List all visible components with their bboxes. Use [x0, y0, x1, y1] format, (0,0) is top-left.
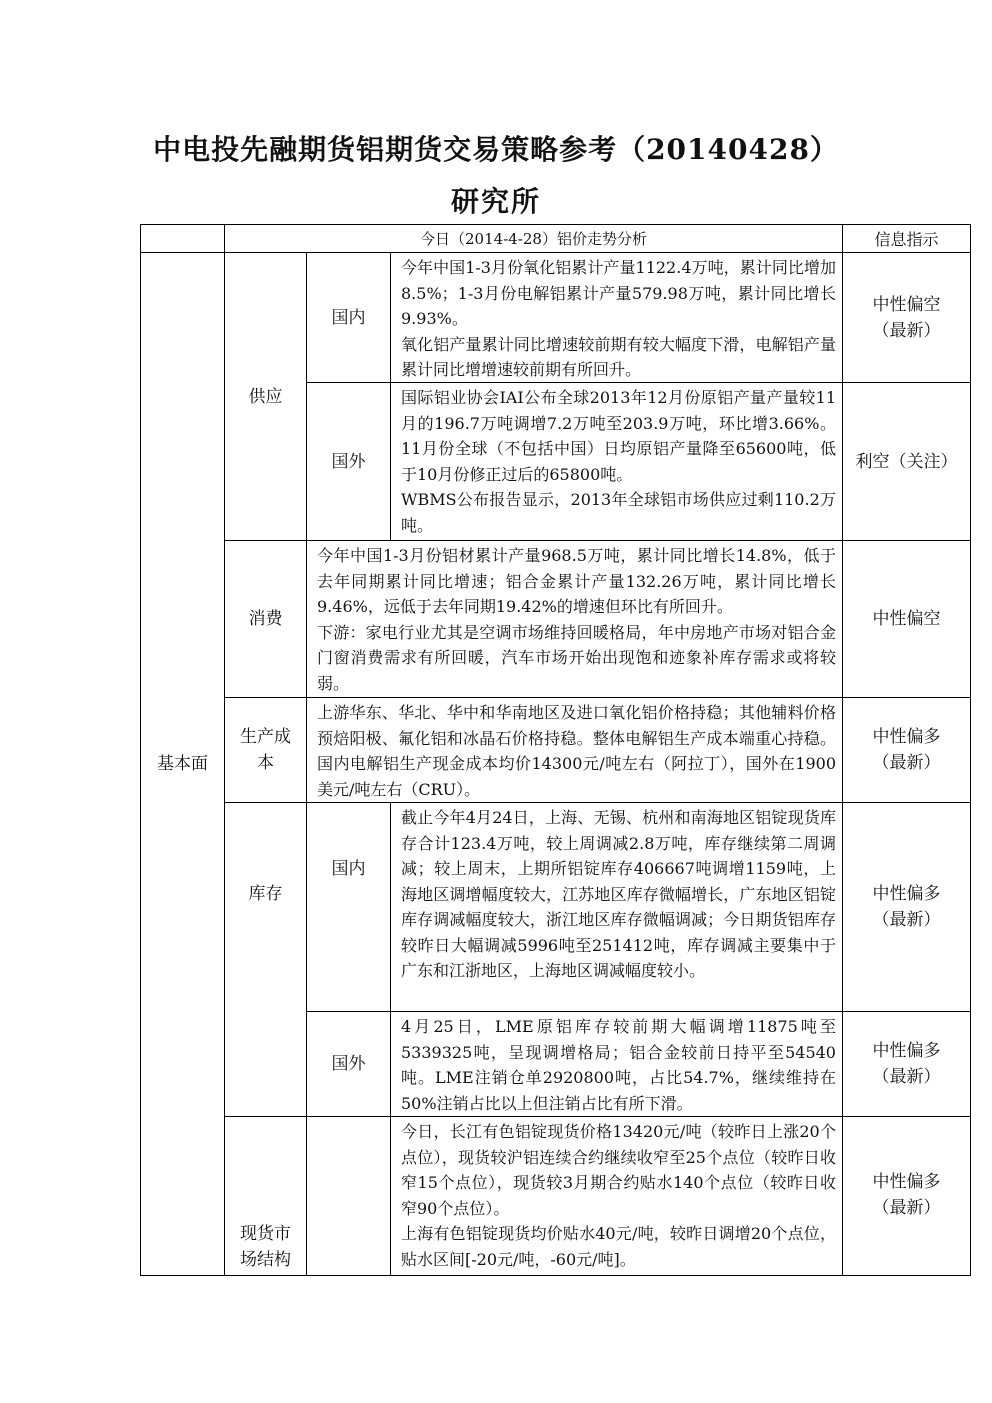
paragraph: 4月25日，LME原铝库存较前期大幅调增11875吨至5339325吨，呈现调增格局；铝合金较前日持平至54540吨。LME注销仓单2920800吨，占比54.7%，继续维持在50%注销占比以上但注销占比有所下滑。 — [401, 1017, 836, 1113]
supply-domestic-signal — [842, 252, 971, 383]
signal-note: （最新） — [872, 910, 941, 930]
label-line: 现货市 — [240, 1224, 291, 1244]
signal-value: 中性偏多 — [872, 727, 941, 747]
paragraph: 今年中国1-3月份铝材累计产量968.5万吨，累计同比增长14.8%，低于去年同期累计同比增速；铝合金累计产量132.26万吨，累计同比增长9.46%，远低于去年同期19.42%的增速但环比有所回升。 — [317, 546, 836, 616]
cost-text — [306, 697, 843, 803]
paragraph: 国际铝业协会IAI公布全球2013年12月份原铝产量产量较11月的196.7万吨调增7.2万吨至203.9万吨，环比增3.66%。11月份全球（不包括中国）日均原铝产量降至65600吨，低于10月份修正过后的65800吨。 — [401, 388, 836, 484]
signal-value: 中性偏多 — [872, 1041, 941, 1061]
paragraph: 上游华东、华北、华中和华南地区及进口氧化铝价格持稳；其他辅料价格预焙阳极、氟化铝和冰晶石价格持稳。整体电解铝生产成本端重心持稳。国内电解铝生产现金成本均价14300元/吨左右（阿拉丁），国外在1900美元/吨左右（CRU）。 — [317, 703, 836, 799]
spot-label — [224, 1116, 307, 1276]
department-subtitle: 研究所 — [450, 185, 541, 218]
supply-domestic-label: 国内 — [306, 252, 391, 383]
inventory-foreign-label: 国外 — [306, 1011, 391, 1117]
label-line: 场结构 — [240, 1250, 291, 1270]
inventory-domestic-label: 国内 — [306, 802, 391, 1012]
paragraph: 上海有色铝锭现货均价贴水40元/吨，较昨日调增20个点位，贴水区间[-20元/吨，-60元/吨]。 — [401, 1224, 836, 1269]
supply-label: 供应 — [224, 252, 307, 541]
label-line: 本 — [257, 753, 274, 773]
paragraph: 今日，长江有色铝锭现货价格13420元/吨（较昨日上涨20个点位），现货较沪铝连续合约继续收窄至25个点位（较昨日收窄15个点位），现货较3月期合约贴水140个点位（较昨日收窄90个点位）。 — [401, 1122, 836, 1218]
inventory-foreign-text — [390, 1011, 843, 1117]
signal-value: 中性偏多 — [872, 884, 941, 904]
signal-note: （最新） — [872, 1198, 941, 1218]
consumption-signal — [842, 540, 971, 698]
paragraph: 今年中国1-3月份氧化铝累计产量1122.4万吨，累计同比增加8.5%；1-3月份电解铝累计产量579.98万吨，累计同比增长9.93%。 — [401, 258, 836, 328]
paragraph: 氧化铝产量累计同比增速较前期有较大幅度下滑，电解铝产量累计同比增增速较前期有所回升。 — [401, 334, 836, 379]
group-label-fundamentals: 基本面 — [140, 252, 225, 1276]
header-analysis: 今日（2014-4-28）铝价走势分析 — [224, 224, 843, 253]
inventory-domestic-signal — [842, 802, 971, 1012]
spot-blank-cell — [306, 1116, 391, 1276]
header-signal: 信息指示 — [842, 224, 971, 253]
signal-value: 中性偏空 — [872, 609, 941, 629]
signal-note: （最新） — [872, 320, 941, 341]
consumption-text — [306, 540, 843, 698]
label-line: 生产成 — [240, 727, 291, 747]
supply-foreign-label: 国外 — [306, 382, 391, 541]
cost-signal — [842, 697, 971, 803]
paragraph: 下游：家电行业尤其是空调市场维持回暖格局，年中房地产市场对铝合金门窗消费需求有所回暖，汽车市场开始出现饱和迹象补库存需求或将较弱。 — [317, 622, 836, 693]
inventory-domestic-text — [390, 802, 843, 1012]
inventory-label: 库存 — [224, 802, 307, 1117]
signal-value: 中性偏多 — [872, 1172, 941, 1192]
signal-value: 利空（关注） — [855, 451, 958, 472]
header-blank-cell — [140, 224, 225, 253]
spot-signal — [842, 1116, 971, 1276]
inventory-foreign-signal — [842, 1011, 971, 1117]
signal-value: 中性偏空 — [872, 294, 941, 315]
paragraph: 截止今年4月24日，上海、无锡、杭州和南海地区铝锭现货库存合计123.4万吨，较上周调减2.8万吨，库存继续第二周调减；较上周末，上期所铝锭库存406667吨调增1159吨，上海地区调增幅度较大，江苏地区库存微幅增长，广东地区铝锭库存调减幅度较大，浙江地区库存微幅调减；今日期货铝库存较昨日大幅调减5996吨至251412吨，库存调减主要集中于广东和江浙地区，上海地区调减幅度较小。 — [401, 808, 836, 980]
spot-text — [390, 1116, 843, 1276]
supply-foreign-signal — [842, 382, 971, 541]
supply-foreign-text — [390, 382, 843, 541]
paragraph: WBMS公布报告显示，2013年全球铝市场供应过剩110.2万吨。 — [401, 490, 836, 535]
consumption-label: 消费 — [224, 540, 307, 698]
signal-note: （最新） — [872, 1067, 941, 1087]
signal-note: （最新） — [872, 753, 941, 773]
supply-domestic-text — [390, 252, 843, 383]
page-title: 中电投先融期货铝期货交易策略参考（20140428） — [153, 133, 839, 166]
cost-label — [224, 697, 307, 803]
